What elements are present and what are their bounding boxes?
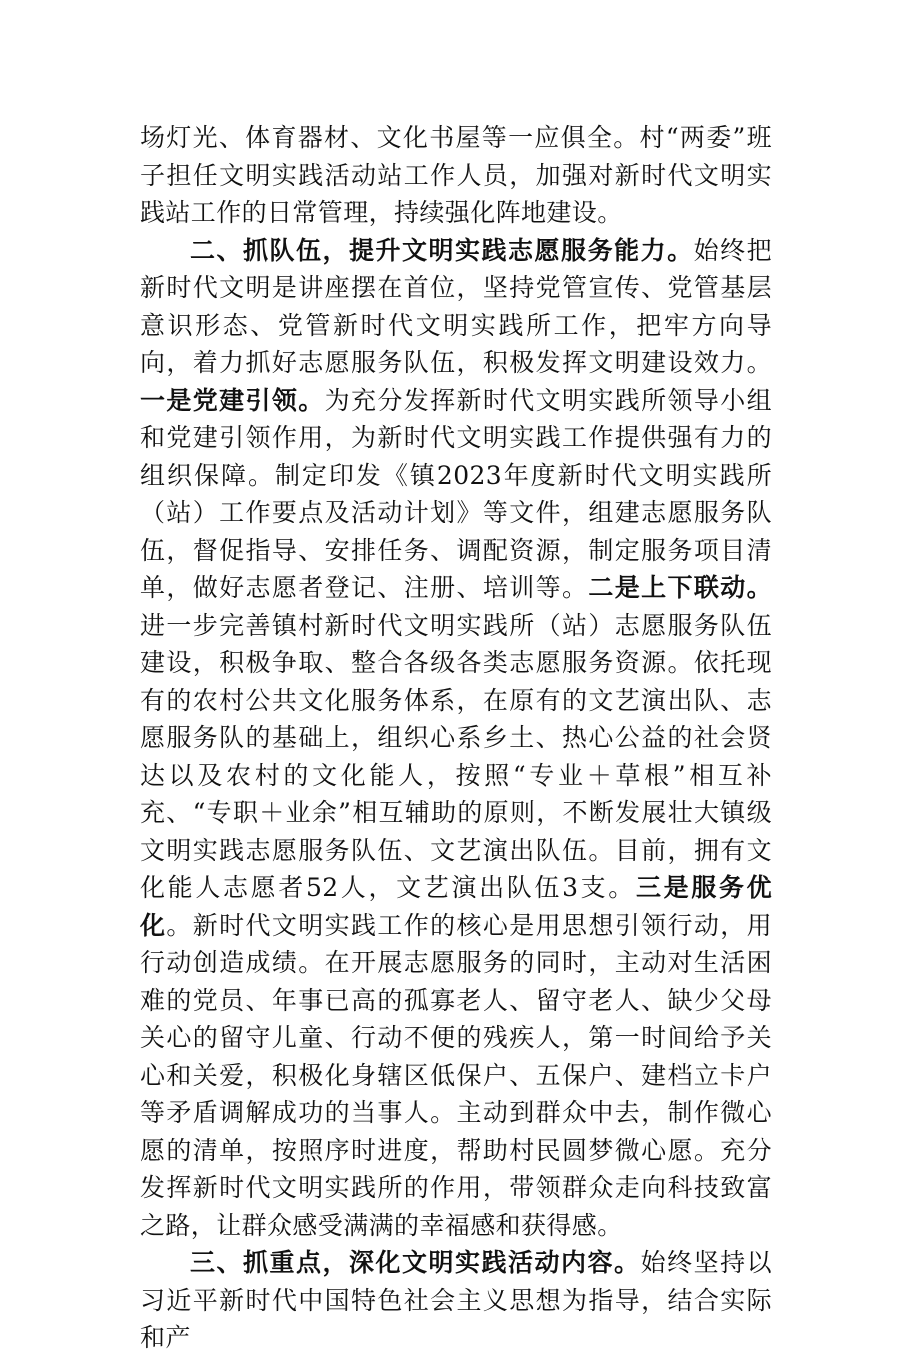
document-body [140, 119, 772, 1357]
text-run: 场灯光、体育器材、文化书屋等一应俱全。村“两委”班子担任文明实践活动站工作人员，加强对新时代文明实践站工作的日常管理，持续强化阵地建设。 [140, 123, 772, 227]
point-heading-1: 一是党建引领。 [140, 385, 325, 415]
text-run: 始终把新时代文明是讲座摆在首位，坚持党管宣传、党管基层意识形态、党管新时代文明实践所工作，把牢方向导向，着力抓好志愿服务队伍，积极发挥文明建设效力。 [140, 235, 773, 377]
text-run: 。新时代文明实践工作的核心是用思想引领行动，用行动创造成绩。在开展志愿服务的同时，主动对生活困难的党员、年事已高的孤寡老人、留守老人、缺少父母关心的留守儿童、行动不便的残疾人，第一时间给予关心和关爱，积极化身辖区低保户、五保户、建档立卡户等矛盾调解成功的当事人。主动到群众中去，制作微心愿的清单，按照序时进度，帮助村民圆梦微心愿。充分发挥新时代文明实践所的作用，带领群众走向科技致富之路，让群众感受满满的幸福感和获得感。 [140, 910, 772, 1240]
paragraph-3 [140, 1244, 772, 1357]
section-heading-3: 三、抓重点，深化文明实践活动内容。 [190, 1248, 641, 1277]
text-run: 为充分发挥新时代文明实践所领导小组和党建引领作用，为新时代文明实践工作提供强有力的组织保障。制定印发《镇2023年度新时代文明实践所（站）工作要点及活动计划》等文件，组建志愿服务队伍，督促指导、安排任务、调配资源，制定服务项目清单，做好志愿者登记、注册、培训等。 [140, 385, 772, 602]
paragraph-2 [140, 232, 772, 1245]
paragraph-1 [140, 119, 772, 232]
section-heading-2: 二、抓队伍，提升文明实践志愿服务能力。 [190, 235, 694, 265]
text-run: 始终坚持以习近平新时代中国特色社会主义思想为指导，结合实际和产 [140, 1248, 772, 1352]
text-run: 进一步完善镇村新时代文明实践所（站）志愿服务队伍建设，积极争取、整合各级各类志愿服务资源。依托现有的农村公共文化服务体系，在原有的文艺演出队、志愿服务队的基础上，组织心系乡土、热心公益的社会贤达以及农村的文化能人，按照“专业＋草根”相互补充、“专职＋业余”相互辅助的原则，不断发展壮大镇级文明实践志愿服务队伍、文艺演出队伍。目前，拥有文化能人志愿者52人，文艺演出队伍3支。 [140, 610, 772, 902]
point-heading-2: 二是上下联动。 [588, 573, 772, 602]
point-heading-3: 三是服务优化 [140, 873, 772, 940]
